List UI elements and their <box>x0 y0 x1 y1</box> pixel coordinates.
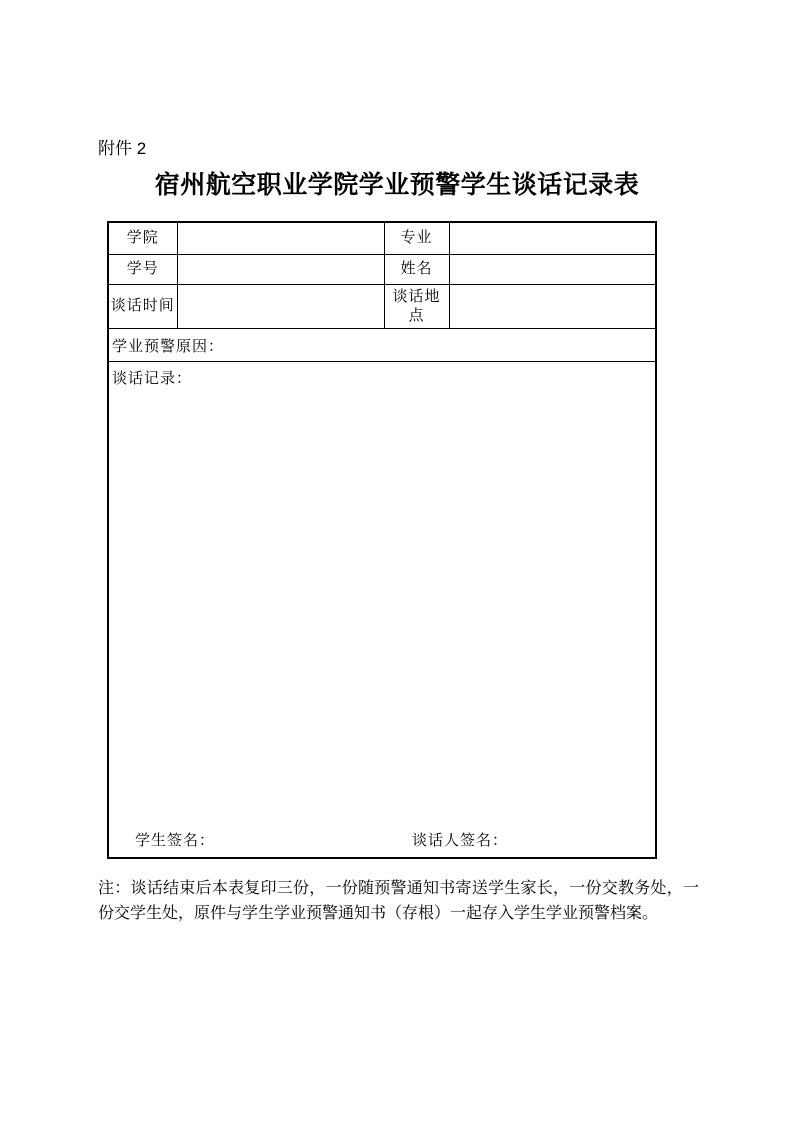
student-id-value-cell <box>177 255 384 285</box>
table-row <box>108 329 656 362</box>
table-row <box>108 222 656 255</box>
interviewer-signature-label: 谈话人签名： <box>412 833 509 849</box>
note-paragraph: 注：谈话结束后本表复印三份，一份随预警通知书寄送学生家长，一份交教务处，一份交学生处，原件与学生学业预警通知书（存根）一起存入学生学业预警档案。 <box>98 880 699 922</box>
warning-reason-cell: 学业预警原因： <box>108 329 656 362</box>
table-row <box>108 362 656 859</box>
signature-row <box>109 829 655 849</box>
talk-record-label: 谈话记录： <box>112 371 193 387</box>
talk-location-value-cell <box>449 285 656 329</box>
talk-time-label-cell: 谈话时间 <box>108 285 177 329</box>
talk-record-form-table <box>107 221 657 859</box>
major-label-cell: 专业 <box>384 222 449 255</box>
major-value-cell <box>449 222 656 255</box>
student-signature-label: 学生签名： <box>135 833 216 849</box>
table-row <box>108 255 656 285</box>
college-value-cell <box>177 222 384 255</box>
student-id-label-cell: 学号 <box>108 255 177 285</box>
form-title: 宿州航空职业学院学业预警学生谈话记录表 <box>154 172 640 199</box>
name-label-cell: 姓名 <box>384 255 449 285</box>
talk-time-value-cell <box>177 285 384 329</box>
table-row <box>108 285 656 329</box>
talk-location-label-cell: 谈话地点 <box>384 285 449 329</box>
attachment-label: 附件 2 <box>98 139 147 158</box>
name-value-cell <box>449 255 656 285</box>
talk-record-cell <box>108 362 656 859</box>
college-label-cell: 学院 <box>108 222 177 255</box>
